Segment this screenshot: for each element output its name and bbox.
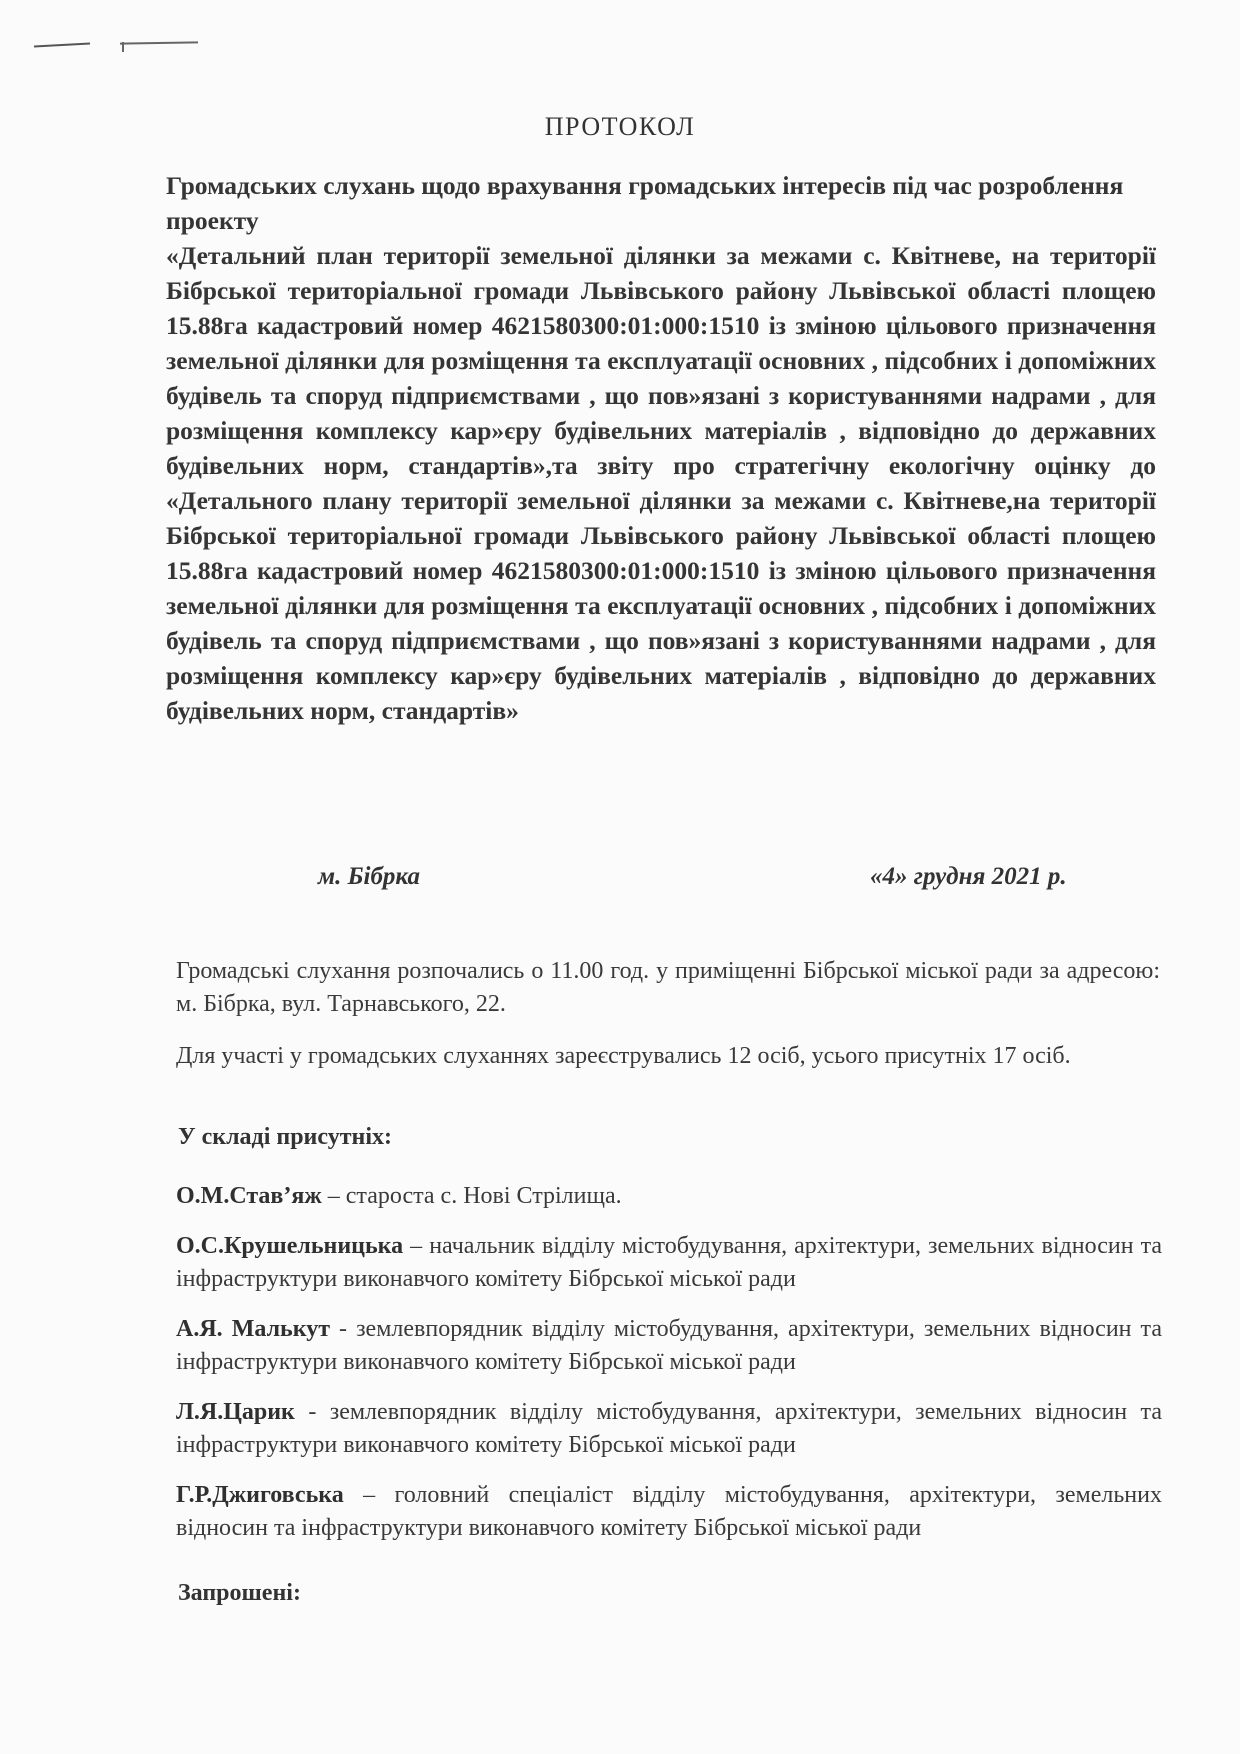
scan-artifact-line (122, 42, 124, 52)
member-entry (176, 1479, 1162, 1545)
member-name: О.С.Крушельницька (176, 1233, 404, 1259)
hearing-start-paragraph: Громадські слухання розпочались о 11.00 год. у приміщенні Бібрської міської ради за адресою: м. Бібрка, вул. Тарнавського, 22. (176, 958, 1160, 1017)
member-name: Г.Р.Джиговська (176, 1482, 344, 1508)
present-section-label: У складі присутніх: (178, 1124, 392, 1150)
member-name: А.Я. Малькут (176, 1316, 330, 1342)
document-title: ПРОТОКОЛ (544, 112, 696, 141)
member-role: - землевпорядник відділу містобудування, архітектури, земельних відносин та інфраструктури виконавчого комітету Бібрської міської ради (176, 1316, 1162, 1375)
member-entry (176, 1396, 1162, 1462)
member-role: – староста с. Нові Стрілища. (321, 1183, 622, 1209)
scan-artifact-line (34, 43, 90, 48)
member-role: – начальник відділу містобудування, архітектури, земельних відносин та інфраструктури виконавчого комітету Бібрської міської ради (176, 1233, 1162, 1292)
scan-artifact-line (120, 41, 198, 44)
member-entry (176, 1180, 1162, 1213)
member-name: Л.Я.Царик (176, 1399, 295, 1425)
document-place: м. Бібрка (318, 863, 420, 890)
invited-section-label: Запрошені: (178, 1580, 301, 1606)
member-name: О.М.Став’яж (176, 1183, 322, 1209)
member-entry (176, 1230, 1162, 1296)
document-date: «4» грудня 2021 р. (870, 863, 1067, 890)
member-entry (176, 1313, 1162, 1379)
subject-intro: Громадських слухань щодо врахування громадських інтересів під час розроблення проекту (166, 171, 1124, 235)
member-role: - землевпорядник відділу містобудування, архітектури, земельних відносин та інфраструктури виконавчого комітету Бібрської міської ради (176, 1399, 1162, 1458)
registration-paragraph: Для участі у громадських слуханнях зареєструвались 12 осіб, усього присутніх 17 осіб. (176, 1043, 1071, 1069)
member-role: – головний спеціаліст відділу містобудування, архітектури, земельних відносин та інфраструктури виконавчого комітету Бібрської міської ради (176, 1482, 1162, 1541)
document-subject (166, 168, 1156, 728)
subject-project-name: «Детальний план території земельної ділянки за межами с. Квітневе, на території Бібрської територіальної громади Львівського району Львівської області площею 15.88га кадастровий номер 4621580300:01:000:1510 із зміною цільового призначення земельної ділянки для розміщення та експлуатації основних , підсобних і допоміжних будівель та споруд підприємствами , що пов»язані з користуваннями надрами , для розміщення комплексу кар»єру будівельних матеріалів , відповідно до державних будівельних норм, стандартів»,та звіту про стратегічну екологічну оцінку до «Детального плану території земельної ділянки за межами с. Квітневе,на території Бібрської територіальної громади Львівського району Львівської області площею 15.88га кадастровий номер 4621580300:01:000:1510 із зміною цільового призначення земельної ділянки для розміщення та експлуатації основних , підсобних і допоміжних будівель та споруд підприємствами , що пов»язані з користуваннями надрами , для розміщення комплексу кар»єру будівельних матеріалів , відповідно до державних будівельних норм, стандартів» (166, 241, 1156, 725)
